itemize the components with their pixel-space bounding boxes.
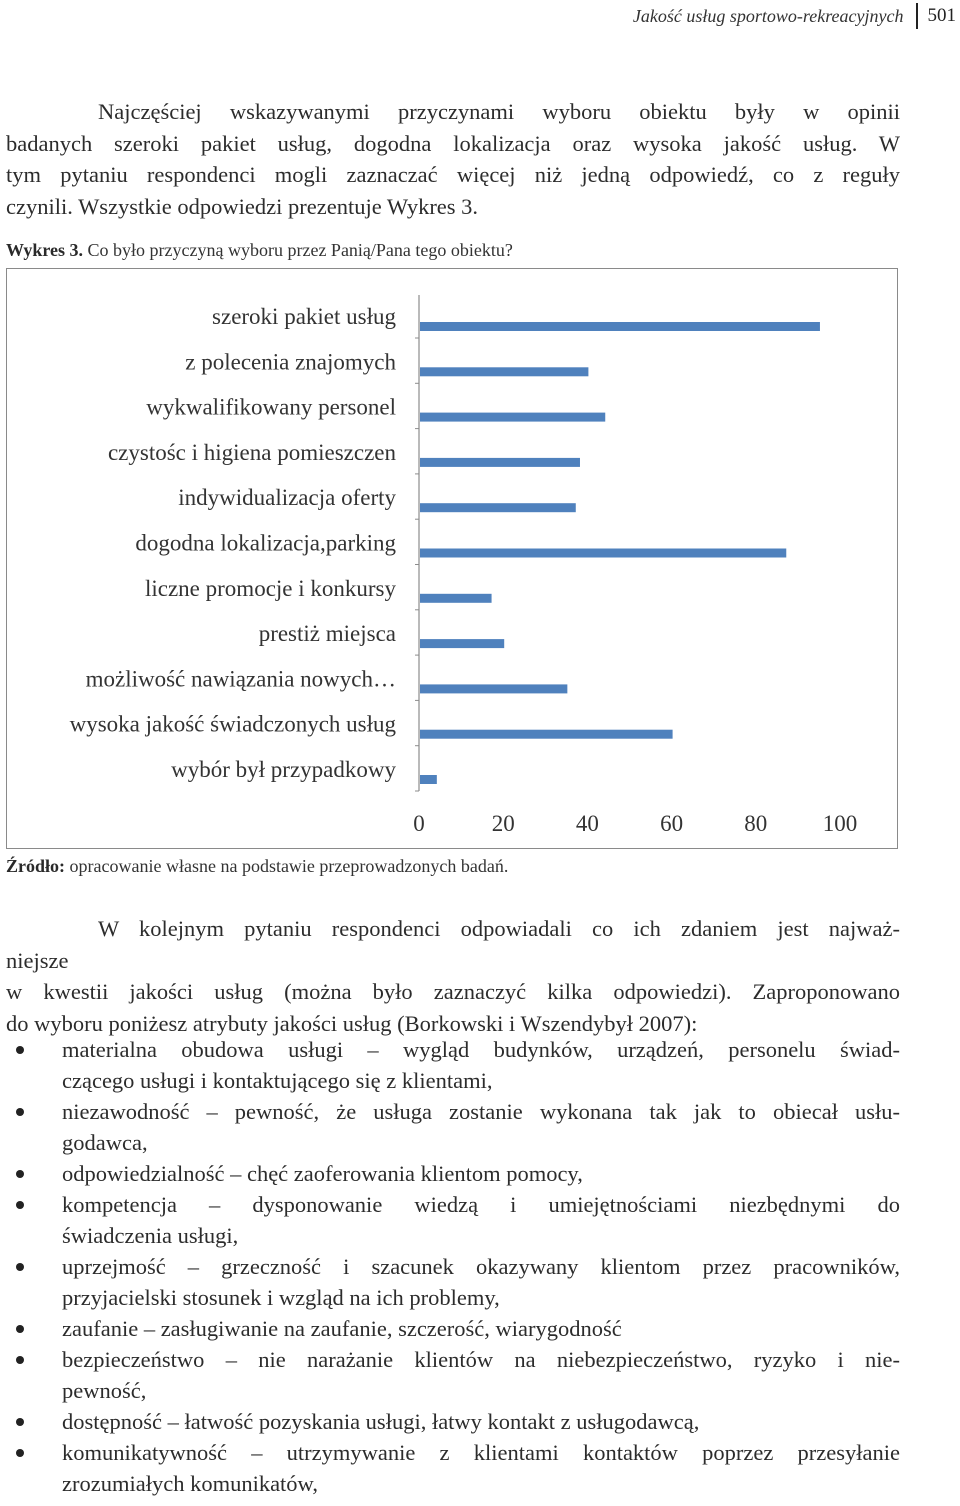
list-item [6,1034,900,1096]
category-label: wykwalifikowany personel [146,394,396,420]
x-tick-label: 80 [744,811,768,836]
intro-paragraph [6,96,900,222]
source-note [6,856,508,877]
intro-line: Najczęściej wskazywanymi przyczynami wyboru obiektu były w opinii [98,99,900,124]
body-line: W kolejnym pytaniu respondenci odpowiadali co ich zdaniem jest najważ- [98,916,900,941]
list-item-line: zaufanie – zasługiwanie na zaufanie, szczerość, wiarygodność [62,1316,622,1341]
x-tick-label: 0 [413,811,425,836]
list-item-line: świadczenia usługi, [62,1223,239,1248]
list-item-line: odpowiedzialność – chęć zaoferowania klientom pomocy, [62,1161,583,1186]
list-item-line: pewność, [62,1378,147,1403]
list-item-line: godawca, [62,1130,148,1155]
x-tick-label: 60 [660,811,684,836]
bar-chart [7,269,899,850]
running-header [633,4,960,28]
source-label: Źródło: [6,856,66,876]
running-title: Jakość usług sportowo-rekreacyjnych [632,5,904,26]
bar [420,367,588,376]
list-item-line: uprzejmość – grzeczność i szacunek okazywany klientom przez pracowników, [62,1254,900,1279]
intro-line: badanych szeroki pakiet usług, dogodna lokalizacja oraz wysoka jakość usług. W [6,130,900,156]
category-label: z polecenia znajomych [185,349,396,375]
x-tick-label: 40 [575,811,599,836]
category-label: liczne promocje i konkursy [144,575,396,601]
bar [420,775,437,784]
category-label: czystośc i higiena pomieszczen [107,439,396,465]
figure-label: Wykres 3. [6,240,84,260]
x-tick-label: 100 [822,811,858,836]
intro-line: czynili. Wszystkie odpowiedzi prezentuje Wykres 3. [6,193,479,219]
body-line: do wyboru poniżesz atrybuty jakości usług (Borkowski i Wszendybył 2007): [6,1010,698,1036]
figure-caption [6,240,513,261]
bullet-icon [16,1046,24,1054]
list-item-line: komunikatywność – utrzymywanie z klientami kontaktów poprzez przesyłanie [62,1440,900,1465]
body-line: w kwestii jakości usług (można było zaznaczyć kilka odpowiedzi). Zaproponowano [6,979,900,1004]
list-item-line: materialna obudowa usługi – wygląd budynków, urządzeń, personelu świad- [62,1037,900,1062]
list-item-line: kompetencja – dysponowanie wiedzą i umiejętnościami niezbędnymi do [62,1192,900,1217]
list-item [6,1406,900,1437]
body-paragraph [6,913,900,1039]
bullet-icon [16,1356,24,1364]
bar [420,458,580,467]
list-item-line: dostępność – łatwość pozyskania usługi, łatwy kontakt z usługodawcą, [62,1409,700,1434]
bullet-icon [16,1325,24,1333]
bullet-icon [16,1418,24,1426]
page-number: 501 [927,5,956,26]
list-item [6,1096,900,1158]
category-label: indywidualizacja oferty [178,485,396,511]
bar [420,413,605,422]
bullet-icon [16,1108,24,1116]
body-line: niejsze [6,947,69,973]
bullet-icon [16,1201,24,1209]
list-item [6,1189,900,1251]
category-label: prestiż miejsca [258,621,396,647]
list-item-line: zrozumiałych komunikatów, [62,1471,318,1496]
list-item-line: bezpieczeństwo – nie narażanie klientów na niebezpieczeństwo, ryzyko i nie- [62,1347,900,1372]
bar [420,684,567,693]
source-text: opracowanie własne na podstawie przeprowadzonych badań. [69,856,509,876]
bullet-icon [16,1449,24,1457]
list-item [6,1344,900,1406]
category-label: szeroki pakiet usług [212,304,396,329]
list-item [6,1437,900,1499]
list-item [6,1313,900,1344]
figure-caption-text: Co było przyczyną wyboru przez Panią/Pana tego obiektu? [87,240,513,260]
bullet-icon [16,1170,24,1178]
list-item [6,1251,900,1313]
bar [420,594,492,603]
bullet-icon [16,1263,24,1271]
bar [420,730,673,739]
category-label: możliwość nawiązania nowych… [85,666,396,692]
list-item-line: niezawodność – pewność, że usługa zostanie wykonana tak jak to obiecał usłu- [62,1099,900,1124]
list-item-line: przyjacielski stosunek i wzgląd na ich problemy, [62,1285,500,1310]
x-tick-label: 20 [491,811,515,836]
bar [420,503,576,512]
category-label: wybór był przypadkowy [171,757,396,782]
bar [420,639,504,648]
bar [420,549,786,558]
list-item-line: czącego usługi i kontaktującego się z klientami, [62,1068,493,1093]
category-label: dogodna lokalizacja,parking [135,530,396,556]
chart-frame [6,268,898,849]
intro-line: tym pytaniu respondenci mogli zaznaczać więcej niż jedną odpowiedź, co z reguły [6,162,900,187]
quality-attributes-list [6,1034,900,1499]
list-item [6,1158,900,1189]
bar [420,322,820,331]
category-label: wysoka jakość świadczonych usług [69,711,396,737]
